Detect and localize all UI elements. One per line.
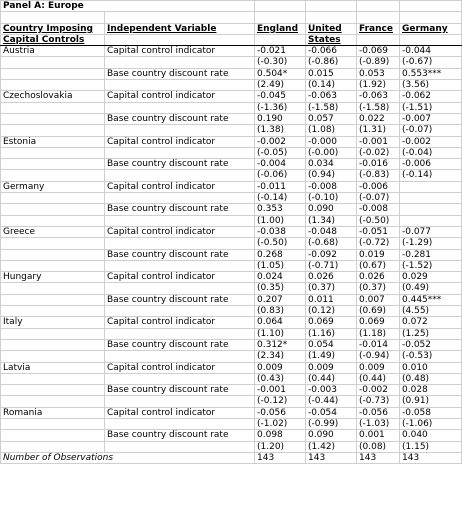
coefficient-cell: 0.024	[255, 272, 306, 283]
table-row	[1, 260, 462, 271]
empty-cell	[1, 441, 105, 452]
variable-cell: Capital control indicator	[105, 407, 255, 418]
t-stat-cell: (-1.29)	[400, 238, 462, 249]
empty-cell	[105, 102, 255, 113]
empty-cell	[1, 204, 105, 215]
empty-cell	[105, 147, 255, 158]
empty-cell	[1, 418, 105, 429]
t-stat-cell: (-1.58)	[306, 102, 357, 113]
header-germany: Germany	[400, 23, 462, 34]
t-stat-cell: (-0.72)	[357, 238, 400, 249]
table-row	[1, 238, 462, 249]
t-stat-cell: (2.49)	[255, 80, 306, 91]
empty-cell	[255, 1, 306, 12]
table-row	[1, 283, 462, 294]
empty-cell	[1, 339, 105, 350]
empty-cell	[105, 238, 255, 249]
coefficient-cell: -0.066	[306, 46, 357, 57]
empty-cell	[105, 215, 255, 226]
coefficient-cell: -0.077	[400, 226, 462, 237]
t-stat-cell: (0.44)	[306, 373, 357, 384]
coefficient-cell: -0.003	[306, 385, 357, 396]
coefficient-cell: 0.207	[255, 294, 306, 305]
coefficient-cell: -0.016	[357, 159, 400, 170]
variable-cell: Capital control indicator	[105, 226, 255, 237]
t-stat-cell: (2.34)	[255, 351, 306, 362]
header-england: England	[255, 23, 306, 34]
observations-value: 143	[400, 452, 462, 463]
header-states: States	[306, 34, 357, 45]
t-stat-cell: (-0.53)	[400, 351, 462, 362]
coefficient-cell: -0.021	[255, 46, 306, 57]
empty-cell	[1, 306, 105, 317]
empty-cell	[105, 328, 255, 339]
t-stat-cell: (-0.94)	[357, 351, 400, 362]
t-stat-cell: (1.49)	[306, 351, 357, 362]
t-stat-cell: (-1.02)	[255, 418, 306, 429]
variable-cell: Base country discount rate	[105, 339, 255, 350]
coefficient-cell: -0.002	[255, 136, 306, 147]
t-stat-cell: (0.83)	[255, 306, 306, 317]
t-stat-cell: (-0.04)	[400, 147, 462, 158]
t-stat-cell: (-0.44)	[306, 396, 357, 407]
coefficient-cell: -0.011	[255, 181, 306, 192]
coefficient-cell: -0.058	[400, 407, 462, 418]
empty-cell	[105, 351, 255, 362]
coefficient-cell: -0.004	[255, 159, 306, 170]
table-row	[1, 125, 462, 136]
empty-cell	[105, 80, 255, 91]
variable-cell: Capital control indicator	[105, 181, 255, 192]
table-row	[1, 362, 462, 373]
empty-cell	[105, 283, 255, 294]
coefficient-cell: 0.312*	[255, 339, 306, 350]
table-row	[1, 272, 462, 283]
coefficient-cell: 0.019	[357, 249, 400, 260]
empty-cell	[400, 1, 462, 12]
coefficient-cell: 0.090	[306, 204, 357, 215]
t-stat-cell: (-0.68)	[306, 238, 357, 249]
observations-value: 143	[255, 452, 306, 463]
country-cell: Greece	[1, 226, 105, 237]
coefficient-cell: 0.057	[306, 113, 357, 124]
coefficient-cell: -0.007	[400, 113, 462, 124]
table-row	[1, 430, 462, 441]
coefficient-cell: 0.090	[306, 430, 357, 441]
empty-cell	[1, 294, 105, 305]
variable-cell: Capital control indicator	[105, 136, 255, 147]
t-stat-cell: (-0.05)	[255, 147, 306, 158]
t-stat-cell: (1.18)	[357, 328, 400, 339]
t-stat-cell: (-0.07)	[357, 193, 400, 204]
t-stat-cell: (1.08)	[306, 125, 357, 136]
coefficient-cell: 0.190	[255, 113, 306, 124]
table-row	[1, 306, 462, 317]
country-cell: Italy	[1, 317, 105, 328]
table-row	[1, 418, 462, 429]
panel-title-row	[1, 1, 462, 12]
header-united: United	[306, 23, 357, 34]
empty-cell	[105, 34, 255, 45]
panel-title: Panel A: Europe	[1, 1, 255, 12]
t-stat-cell: (-1.58)	[357, 102, 400, 113]
coefficient-cell: -0.056	[357, 407, 400, 418]
t-stat-cell: (1.25)	[400, 328, 462, 339]
empty-cell	[1, 68, 105, 79]
blank-row	[1, 12, 462, 23]
table-row	[1, 113, 462, 124]
empty-cell	[357, 34, 400, 45]
coefficient-cell: 0.015	[306, 68, 357, 79]
empty-cell	[1, 147, 105, 158]
coefficient-cell	[400, 204, 462, 215]
table-row	[1, 294, 462, 305]
table-row	[1, 407, 462, 418]
empty-cell	[255, 34, 306, 45]
coefficient-cell: 0.009	[357, 362, 400, 373]
t-stat-cell: (0.48)	[400, 373, 462, 384]
coefficient-cell: 0.040	[400, 430, 462, 441]
variable-cell: Base country discount rate	[105, 249, 255, 260]
coefficient-cell: 0.069	[357, 317, 400, 328]
coefficient-cell: 0.553***	[400, 68, 462, 79]
t-stat-cell: (-1.36)	[255, 102, 306, 113]
coefficient-cell: -0.001	[255, 385, 306, 396]
table-row	[1, 170, 462, 181]
table-row	[1, 226, 462, 237]
country-cell: Austria	[1, 46, 105, 57]
t-stat-cell: (-0.06)	[255, 170, 306, 181]
empty-cell	[306, 1, 357, 12]
table-row	[1, 317, 462, 328]
country-cell: Estonia	[1, 136, 105, 147]
coefficient-cell: 0.098	[255, 430, 306, 441]
t-stat-cell: (1.16)	[306, 328, 357, 339]
coefficient-cell: -0.062	[400, 91, 462, 102]
variable-cell: Capital control indicator	[105, 91, 255, 102]
t-stat-cell: (-1.52)	[400, 260, 462, 271]
country-cell: Czechoslovakia	[1, 91, 105, 102]
empty-cell	[1, 159, 105, 170]
table-row	[1, 441, 462, 452]
variable-cell: Capital control indicator	[105, 362, 255, 373]
empty-cell	[105, 418, 255, 429]
coefficient-cell: 0.028	[400, 385, 462, 396]
t-stat-cell: (1.42)	[306, 441, 357, 452]
variable-cell: Base country discount rate	[105, 204, 255, 215]
empty-cell	[105, 441, 255, 452]
table-row	[1, 68, 462, 79]
table-row	[1, 159, 462, 170]
empty-cell	[105, 396, 255, 407]
header-france: France	[357, 23, 400, 34]
empty-cell	[1, 102, 105, 113]
coefficient-cell: -0.002	[400, 136, 462, 147]
empty-cell	[1, 260, 105, 271]
coefficient-cell: -0.063	[306, 91, 357, 102]
coefficient-cell	[400, 181, 462, 192]
table-row	[1, 181, 462, 192]
t-stat-cell: (-0.14)	[255, 193, 306, 204]
coefficient-cell: 0.009	[255, 362, 306, 373]
t-stat-cell: (-0.89)	[357, 57, 400, 68]
t-stat-cell: (-0.00)	[306, 147, 357, 158]
table-row	[1, 373, 462, 384]
empty-cell	[357, 1, 400, 12]
coefficient-cell: 0.504*	[255, 68, 306, 79]
t-stat-cell: (-0.73)	[357, 396, 400, 407]
coefficient-cell: 0.445***	[400, 294, 462, 305]
empty-cell	[1, 125, 105, 136]
coefficient-cell: -0.044	[400, 46, 462, 57]
t-stat-cell: (-0.99)	[306, 418, 357, 429]
coefficient-cell: 0.069	[306, 317, 357, 328]
empty-cell	[1, 283, 105, 294]
table-row	[1, 328, 462, 339]
coefficient-cell: 0.353	[255, 204, 306, 215]
coefficient-cell: -0.014	[357, 339, 400, 350]
empty-cell	[105, 306, 255, 317]
header-country: Country Imposing	[1, 23, 105, 34]
t-stat-cell: (-0.86)	[306, 57, 357, 68]
coefficient-cell: 0.053	[357, 68, 400, 79]
t-stat-cell: (3.56)	[400, 80, 462, 91]
empty-cell	[1, 80, 105, 91]
coefficient-cell: -0.038	[255, 226, 306, 237]
t-stat-cell: (-0.50)	[357, 215, 400, 226]
t-stat-cell: (1.34)	[306, 215, 357, 226]
variable-cell: Base country discount rate	[105, 68, 255, 79]
table-row	[1, 396, 462, 407]
t-stat-cell: (-1.51)	[400, 102, 462, 113]
coefficient-cell: -0.002	[357, 385, 400, 396]
coefficient-cell: 0.010	[400, 362, 462, 373]
t-stat-cell: (1.15)	[400, 441, 462, 452]
empty-cell	[1, 193, 105, 204]
t-stat-cell: (0.91)	[400, 396, 462, 407]
empty-cell	[105, 373, 255, 384]
empty-cell	[1, 385, 105, 396]
observations-label: Number of Observations	[1, 452, 255, 463]
t-stat-cell: (-0.67)	[400, 57, 462, 68]
coefficient-cell: 0.011	[306, 294, 357, 305]
coefficient-cell: -0.056	[255, 407, 306, 418]
coefficient-cell: -0.048	[306, 226, 357, 237]
t-stat-cell: (-0.07)	[400, 125, 462, 136]
empty-cell	[1, 328, 105, 339]
t-stat-cell: (-0.10)	[306, 193, 357, 204]
coefficient-cell: 0.026	[357, 272, 400, 283]
header-variable: Independent Variable	[105, 23, 255, 34]
coefficient-cell: 0.268	[255, 249, 306, 260]
table-row	[1, 102, 462, 113]
coefficient-cell: -0.092	[306, 249, 357, 260]
t-stat-cell: (0.49)	[400, 283, 462, 294]
t-stat-cell: (-0.83)	[357, 170, 400, 181]
variable-cell: Capital control indicator	[105, 317, 255, 328]
empty-cell	[105, 260, 255, 271]
t-stat-cell: (0.69)	[357, 306, 400, 317]
t-stat-cell: (0.14)	[306, 80, 357, 91]
t-stat-cell: (1.38)	[255, 125, 306, 136]
coefficient-cell: 0.009	[306, 362, 357, 373]
table-row	[1, 215, 462, 226]
empty-cell	[1, 57, 105, 68]
variable-cell: Base country discount rate	[105, 159, 255, 170]
empty-cell	[105, 193, 255, 204]
table-row	[1, 339, 462, 350]
empty-cell	[105, 170, 255, 181]
coefficient-cell: -0.069	[357, 46, 400, 57]
empty-cell	[1, 113, 105, 124]
variable-cell: Capital control indicator	[105, 272, 255, 283]
variable-cell: Capital control indicator	[105, 46, 255, 57]
coefficient-cell: -0.001	[357, 136, 400, 147]
country-cell: Germany	[1, 181, 105, 192]
coefficient-cell: -0.045	[255, 91, 306, 102]
t-stat-cell: (1.05)	[255, 260, 306, 271]
table-row	[1, 147, 462, 158]
coefficient-cell: -0.006	[400, 159, 462, 170]
variable-cell: Base country discount rate	[105, 113, 255, 124]
t-stat-cell: (-0.71)	[306, 260, 357, 271]
coefficient-cell: 0.029	[400, 272, 462, 283]
table-row	[1, 136, 462, 147]
empty-cell	[1, 373, 105, 384]
observations-value: 143	[357, 452, 400, 463]
country-cell: Romania	[1, 407, 105, 418]
t-stat-cell: (0.94)	[306, 170, 357, 181]
empty-cell	[1, 238, 105, 249]
t-stat-cell: (0.37)	[357, 283, 400, 294]
t-stat-cell: (4.55)	[400, 306, 462, 317]
t-stat-cell: (1.10)	[255, 328, 306, 339]
coefficient-cell: 0.034	[306, 159, 357, 170]
empty-cell	[1, 430, 105, 441]
table-row	[1, 204, 462, 215]
coefficient-cell: -0.052	[400, 339, 462, 350]
t-stat-cell: (0.12)	[306, 306, 357, 317]
empty-cell	[105, 125, 255, 136]
header-row-1	[1, 23, 462, 34]
empty-cell	[1, 396, 105, 407]
observations-value: 143	[306, 452, 357, 463]
variable-cell: Base country discount rate	[105, 385, 255, 396]
t-stat-cell: (0.35)	[255, 283, 306, 294]
coefficient-cell: 0.026	[306, 272, 357, 283]
coefficient-cell: -0.281	[400, 249, 462, 260]
observations-row	[1, 452, 462, 463]
empty-cell	[400, 34, 462, 45]
t-stat-cell: (0.08)	[357, 441, 400, 452]
header-country-line2: Capital Controls	[1, 34, 105, 45]
coefficient-cell: -0.008	[306, 181, 357, 192]
empty-cell	[1, 215, 105, 226]
coefficient-cell: 0.001	[357, 430, 400, 441]
table-row	[1, 57, 462, 68]
t-stat-cell: (-1.06)	[400, 418, 462, 429]
empty-cell	[1, 351, 105, 362]
t-stat-cell: (1.31)	[357, 125, 400, 136]
t-stat-cell: (-0.14)	[400, 170, 462, 181]
header-row-2	[1, 34, 462, 45]
coefficient-cell: 0.064	[255, 317, 306, 328]
t-stat-cell: (-0.12)	[255, 396, 306, 407]
table-row	[1, 249, 462, 260]
coefficient-cell: -0.006	[357, 181, 400, 192]
empty-cell	[1, 170, 105, 181]
coefficient-cell: 0.054	[306, 339, 357, 350]
coefficient-cell: -0.051	[357, 226, 400, 237]
t-stat-cell: (-0.50)	[255, 238, 306, 249]
coefficient-cell: -0.000	[306, 136, 357, 147]
t-stat-cell	[400, 215, 462, 226]
variable-cell: Base country discount rate	[105, 430, 255, 441]
t-stat-cell: (0.37)	[306, 283, 357, 294]
table-row	[1, 351, 462, 362]
t-stat-cell: (-0.02)	[357, 147, 400, 158]
t-stat-cell: (0.44)	[357, 373, 400, 384]
t-stat-cell: (1.20)	[255, 441, 306, 452]
coefficient-cell: -0.054	[306, 407, 357, 418]
empty-cell	[105, 57, 255, 68]
t-stat-cell	[400, 193, 462, 204]
t-stat-cell: (-1.03)	[357, 418, 400, 429]
empty-cell	[1, 249, 105, 260]
coefficient-cell: 0.072	[400, 317, 462, 328]
t-stat-cell: (0.67)	[357, 260, 400, 271]
coefficient-cell: 0.007	[357, 294, 400, 305]
t-stat-cell: (1.00)	[255, 215, 306, 226]
coefficient-cell: -0.008	[357, 204, 400, 215]
t-stat-cell: (0.43)	[255, 373, 306, 384]
t-stat-cell: (-0.30)	[255, 57, 306, 68]
table-row	[1, 193, 462, 204]
country-cell: Hungary	[1, 272, 105, 283]
table-row	[1, 46, 462, 57]
country-cell: Latvia	[1, 362, 105, 373]
coefficient-cell: -0.063	[357, 91, 400, 102]
variable-cell: Base country discount rate	[105, 294, 255, 305]
table-row	[1, 91, 462, 102]
table-row	[1, 385, 462, 396]
coefficient-cell: 0.022	[357, 113, 400, 124]
t-stat-cell: (1.92)	[357, 80, 400, 91]
table-row	[1, 80, 462, 91]
